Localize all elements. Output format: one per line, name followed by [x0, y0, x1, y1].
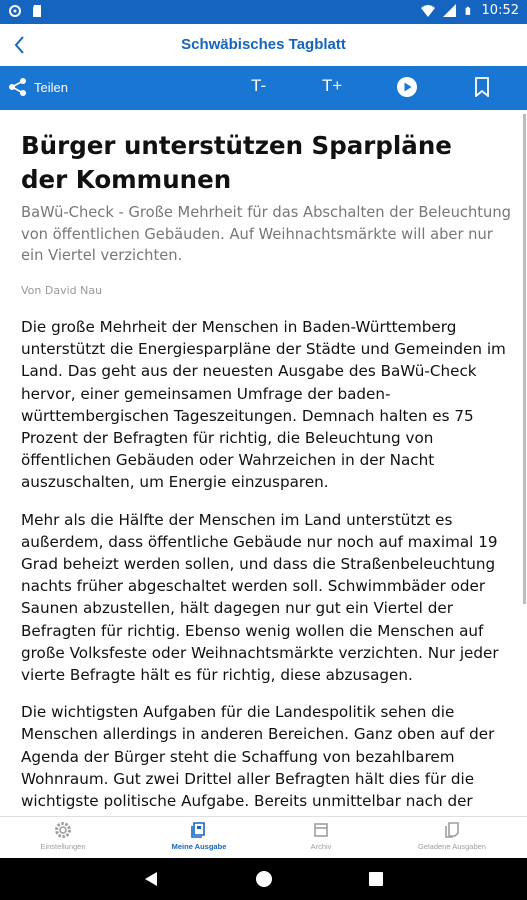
article-paragraph: Die große Mehrheit der Menschen in Baden-Württemberg unterstützt die Energiesparpläne der Städte und Gemeinden im Land. Das geht aus der neuesten Ausgabe des BaWü-Check hervor, einer gemeinsamen Umfrage der baden-württembergischen Tageszeitungen. Demnach halten es 75 Prozent der Befragten für richtig, die Beleuchtung von öffentlichen Gebäuden oder Wahrzeichen in der Nacht auszuschalten, um Energie einzusparen.: [21, 318, 506, 492]
article-content[interactable]: [0, 110, 527, 816]
article-paragraph: Die wichtigsten Aufgaben für die Landespolitik sehen die Menschen allerdings in anderen Bereichen. Ganz oben auf der Agenda der Bürger steht die Schaffung von bezahlbarem Wohnraum. Gut zwei Drittel aller Befragten hält dies für die wichtigste politische Aufgabe. Bereits unmittelbar nach der: [21, 703, 495, 811]
nav-item-archive[interactable]: [261, 821, 381, 851]
wifi-icon: [421, 4, 435, 18]
signal-icon: [443, 4, 457, 18]
share-button[interactable]: [8, 77, 68, 97]
share-icon: [8, 77, 28, 97]
article-headline: Bürger unterstützen Sparpläne der Kommunen: [21, 131, 452, 194]
nav-item-my-issue[interactable]: [139, 821, 259, 851]
newspaper-icon: [190, 821, 208, 839]
nav-label: Geladene Ausgaben: [418, 842, 486, 851]
nav-item-downloaded[interactable]: [392, 821, 512, 851]
scrollbar[interactable]: [523, 114, 526, 604]
article-lead: BaWü-Check - Große Mehrheit für das Abschalten der Beleuchtung von öffentlichen Gebäuden. Auf Weihnachtsmärkte will aber nur ein Viertel verzichten.: [21, 204, 511, 264]
article-paragraph: Mehr als die Hälfte der Menschen im Land unterstützt es außerdem, dass öffentliche Gebäude nur noch auf maximal 19 Grad beheizt werden sollen, und dass die Straßenbeleuchtung nachts früher abgeschaltet werden soll. Schwimmbäder oder Saunen abzustellen, hält dagegen nur gut ein Viertel der Befragten für richtig. Ebenso wenig wollen die Menschen auf große Volksfeste oder Weihnachtsmärkte verzichten. Nur jeder vierte Befragte hält es für richtig, diese abzusagen.: [21, 510, 499, 685]
downloaded-issues-icon: [443, 821, 461, 839]
back-triangle-icon[interactable]: [143, 871, 159, 887]
article-body: [21, 316, 516, 816]
article-toolbar: [0, 66, 527, 110]
share-label: Teilen: [34, 79, 68, 95]
home-circle-icon[interactable]: [256, 871, 272, 887]
bottom-nav: [0, 816, 527, 858]
app-title: Schwäbisches Tagblatt: [181, 36, 346, 53]
text-larger-button[interactable]: T+: [322, 76, 343, 95]
battery-icon: [465, 4, 474, 18]
play-circle-icon[interactable]: [396, 76, 418, 98]
system-nav-bar: [0, 858, 527, 900]
nav-label: Meine Ausgabe: [171, 842, 227, 851]
status-time: 10:52: [481, 3, 519, 18]
text-smaller-button[interactable]: T-: [251, 76, 267, 95]
bookmark-icon[interactable]: [474, 77, 490, 97]
recent-apps-icon[interactable]: [369, 872, 383, 886]
calendar-icon: [312, 821, 330, 839]
sync-icon: [8, 4, 22, 18]
app-bar: [0, 24, 527, 66]
nav-item-settings[interactable]: [3, 821, 123, 851]
gear-icon: [54, 821, 72, 839]
article-author: Von David Nau: [21, 284, 103, 297]
status-bar: [0, 0, 527, 24]
nav-label: Einstellungen: [40, 842, 86, 851]
nav-label: Archiv: [310, 842, 332, 851]
sd-card-icon: [30, 4, 44, 18]
